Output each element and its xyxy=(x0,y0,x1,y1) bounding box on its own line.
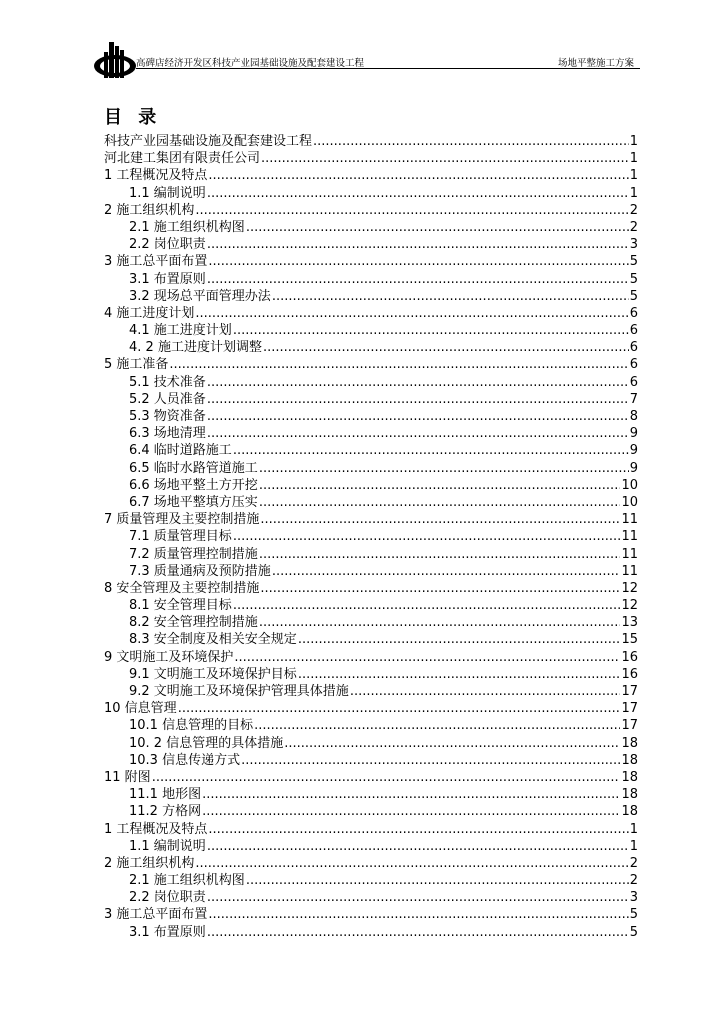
toc-page-number: 11 xyxy=(621,512,638,528)
toc-leader-dots xyxy=(259,494,621,511)
page-header xyxy=(92,40,640,80)
toc-leader-dots xyxy=(233,322,629,339)
toc-page-number: 1 xyxy=(629,838,638,854)
toc-entry[interactable] xyxy=(104,305,638,322)
toc-entry[interactable] xyxy=(104,408,638,425)
toc-page-number: 1 xyxy=(629,151,638,167)
toc-page-number: 3 xyxy=(629,890,638,906)
toc-entry-text: 7.2 质量管理控制措施 xyxy=(129,546,258,562)
toc-leader-dots xyxy=(207,271,629,288)
toc-page-number: 10 xyxy=(621,477,638,493)
toc-entry-text: 6.3 场地清理 xyxy=(129,426,206,442)
toc-page-number: 1 xyxy=(629,134,638,149)
toc-page-number: 5 xyxy=(629,288,638,304)
toc-entry[interactable] xyxy=(104,167,638,184)
toc-entry-text: 2 施工组织机构 xyxy=(104,202,195,218)
toc-page-number: 9 xyxy=(629,426,638,442)
toc-leader-dots xyxy=(261,150,629,167)
toc-entry-text: 5.2 人员准备 xyxy=(129,391,206,407)
toc-leader-dots xyxy=(207,889,629,906)
toc-entry[interactable] xyxy=(104,631,638,648)
toc-page-number: 13 xyxy=(621,615,638,631)
toc-entry-text: 8.3 安全制度及相关安全规定 xyxy=(129,632,297,648)
toc-entry[interactable] xyxy=(104,356,638,373)
toc-entry[interactable] xyxy=(104,769,638,786)
toc-entry-text: 7 质量管理及主要控制措施 xyxy=(104,512,260,528)
toc-page-number: 1 xyxy=(629,185,638,201)
toc-page-number: 6 xyxy=(629,323,638,339)
toc-entry-text: 8.2 安全管理控制措施 xyxy=(129,615,258,631)
toc-leader-dots xyxy=(202,803,620,820)
toc-entry[interactable] xyxy=(104,889,638,906)
toc-page-number: 5 xyxy=(629,924,638,940)
company-logo-icon xyxy=(92,40,138,80)
toc-entry-text: 3 施工总平面布置 xyxy=(104,907,208,923)
toc-leader-dots xyxy=(195,855,628,872)
toc-page-number: 17 xyxy=(621,684,638,699)
toc-entry-text: 7.3 质量通病及预防措施 xyxy=(129,563,271,579)
toc-leader-dots xyxy=(178,700,621,717)
toc-page-number: 6 xyxy=(629,340,638,356)
toc-leader-dots xyxy=(259,460,629,477)
toc-entry[interactable] xyxy=(104,236,638,253)
toc-entry[interactable] xyxy=(104,219,638,236)
toc-leader-dots xyxy=(207,425,629,442)
toc-entry-text: 4. 2 施工进度计划调整 xyxy=(129,340,262,356)
toc-entry[interactable] xyxy=(104,511,638,528)
toc-entry[interactable] xyxy=(104,649,638,666)
toc-leader-dots xyxy=(207,838,629,855)
toc-page-number: 7 xyxy=(629,391,638,407)
toc-leader-dots xyxy=(208,821,628,838)
toc-page-number: 2 xyxy=(629,855,638,871)
toc-page-number: 17 xyxy=(621,718,638,734)
toc-entry-text: 11 附图 xyxy=(104,769,151,785)
toc-entry[interactable] xyxy=(104,391,638,408)
toc-entry[interactable] xyxy=(104,906,638,923)
toc-leader-dots xyxy=(246,872,629,889)
toc-leader-dots xyxy=(298,666,621,683)
toc-entry-text: 6.4 临时道路施工 xyxy=(129,443,232,459)
toc-leader-dots xyxy=(207,236,629,253)
toc-entry-text: 11.2 方格网 xyxy=(129,804,202,820)
header-project-name: 高碑店经济开发区科技产业园基础设施及配套建设工程 xyxy=(136,58,365,69)
toc-entry[interactable] xyxy=(104,717,638,734)
toc-leader-dots xyxy=(272,563,621,580)
toc-leader-dots xyxy=(202,786,620,803)
toc-entry-text: 3.1 布置原则 xyxy=(129,271,206,287)
toc-entry-text: 3.2 现场总平面管理办法 xyxy=(129,288,271,304)
toc-entry-text: 10. 2 信息管理的具体措施 xyxy=(129,735,284,751)
toc-page-number: 18 xyxy=(621,735,638,751)
toc-page-number: 10 xyxy=(621,494,638,510)
toc-leader-dots xyxy=(207,391,629,408)
toc-page-number: 16 xyxy=(621,666,638,682)
toc-page-number: 11 xyxy=(621,563,638,579)
toc-page-number: 12 xyxy=(621,598,638,614)
toc-entry[interactable] xyxy=(104,924,638,941)
toc-entry[interactable] xyxy=(104,253,638,270)
toc-leader-dots xyxy=(195,202,628,219)
toc-leader-dots xyxy=(254,717,620,734)
toc-entry[interactable] xyxy=(104,271,638,288)
toc-leader-dots xyxy=(169,356,628,373)
toc-entry-text: 1.1 编制说明 xyxy=(129,185,206,201)
toc-page-number: 18 xyxy=(621,787,638,803)
toc-leader-dots xyxy=(233,597,621,614)
toc-entry[interactable] xyxy=(104,288,638,305)
toc-leader-dots xyxy=(259,477,621,494)
toc-entry-text: 5.1 技术准备 xyxy=(129,374,206,390)
toc-entry-text: 7.1 质量管理目标 xyxy=(129,529,232,545)
toc-entry-text: 2.2 岗位职责 xyxy=(129,890,206,906)
toc-leader-dots xyxy=(241,752,620,769)
toc-entry-text: 9.1 文明施工及环境保护目标 xyxy=(129,666,297,682)
toc-entry-text: 2.1 施工组织机构图 xyxy=(129,219,245,235)
toc-entry-text: 3 施工总平面布置 xyxy=(104,254,208,270)
toc-leader-dots xyxy=(207,374,629,391)
toc-leader-dots xyxy=(234,649,620,666)
toc-page-number: 1 xyxy=(629,821,638,837)
toc-entry[interactable] xyxy=(104,752,638,769)
toc-entry[interactable] xyxy=(104,460,638,477)
toc-leader-dots xyxy=(208,167,628,184)
toc-page-number: 11 xyxy=(621,529,638,545)
toc-entry-text: 5 施工准备 xyxy=(104,357,169,373)
toc-entry-text: 1 工程概况及特点 xyxy=(104,821,208,837)
toc-leader-dots xyxy=(208,906,628,923)
toc-entry[interactable] xyxy=(104,185,638,202)
toc-page-number: 3 xyxy=(629,237,638,253)
toc-leader-dots xyxy=(233,528,621,545)
toc-entry-text: 10.1 信息管理的目标 xyxy=(129,718,254,734)
toc-entry[interactable] xyxy=(104,546,638,563)
toc-entry-text: 5.3 物资准备 xyxy=(129,409,206,424)
toc-entry[interactable] xyxy=(104,700,638,717)
toc-entry[interactable] xyxy=(104,133,638,150)
toc-page-number: 6 xyxy=(629,374,638,390)
toc-leader-dots xyxy=(313,133,629,150)
toc-entry-text: 1.1 编制说明 xyxy=(129,838,206,854)
toc-leader-dots xyxy=(260,580,620,597)
toc-page-number: 2 xyxy=(629,202,638,218)
toc-leader-dots xyxy=(152,769,621,786)
toc-page-number: 5 xyxy=(629,254,638,270)
toc-entry[interactable] xyxy=(104,872,638,889)
toc-entry-text: 3.1 布置原则 xyxy=(129,924,206,940)
toc-page-number: 16 xyxy=(621,649,638,665)
toc-page-number: 9 xyxy=(629,443,638,459)
toc-page-number: 18 xyxy=(621,752,638,768)
toc-leader-dots xyxy=(246,219,629,236)
toc-entry-text: 2.2 岗位职责 xyxy=(129,237,206,253)
toc-page-number: 6 xyxy=(629,305,638,321)
toc-page-number: 5 xyxy=(629,907,638,923)
toc-leader-dots xyxy=(263,339,629,356)
toc-entry-text: 9 文明施工及环境保护 xyxy=(104,649,234,665)
toc-leader-dots xyxy=(284,735,620,752)
toc-entry[interactable] xyxy=(104,425,638,442)
toc-leader-dots xyxy=(207,185,629,202)
toc-entry[interactable] xyxy=(104,803,638,820)
toc-entry-text: 10 信息管理 xyxy=(104,701,177,717)
toc-entry-text: 10.3 信息传递方式 xyxy=(129,752,241,768)
toc-leader-dots xyxy=(259,614,621,631)
toc-page-number: 6 xyxy=(629,357,638,373)
toc-entry[interactable] xyxy=(104,150,638,167)
toc-entry[interactable] xyxy=(104,494,638,511)
toc-title: 目 录 xyxy=(104,107,162,128)
toc-entry-text: 4 施工进度计划 xyxy=(104,305,195,321)
toc-entry[interactable] xyxy=(104,614,638,631)
toc-entry[interactable] xyxy=(104,528,638,545)
toc-entry[interactable] xyxy=(104,477,638,494)
header-rule xyxy=(136,68,640,69)
toc-page-number: 9 xyxy=(629,460,638,476)
toc-leader-dots xyxy=(195,305,628,322)
toc-leader-dots xyxy=(350,683,621,700)
toc-entry[interactable] xyxy=(104,597,638,614)
toc-leader-dots xyxy=(207,408,629,425)
toc-entry[interactable] xyxy=(104,786,638,803)
toc-entry-text: 6.6 场地平整土方开挖 xyxy=(129,477,258,493)
toc-page-number: 2 xyxy=(629,873,638,889)
toc-entry[interactable] xyxy=(104,666,638,683)
toc-entry[interactable] xyxy=(104,838,638,855)
toc-entry-text: 8 安全管理及主要控制措施 xyxy=(104,580,260,596)
toc-leader-dots xyxy=(233,442,629,459)
toc-page-number: 5 xyxy=(629,271,638,287)
toc-page-number: 15 xyxy=(621,632,638,648)
toc-leader-dots xyxy=(272,288,629,305)
toc-entry-text: 2 施工组织机构 xyxy=(104,855,195,871)
toc-entry[interactable] xyxy=(104,855,638,872)
toc-page-number: 17 xyxy=(621,701,638,717)
toc-entry[interactable] xyxy=(104,322,638,339)
toc-entry[interactable] xyxy=(104,442,638,459)
toc-entry-text: 9.2 文明施工及环境保护管理具体措施 xyxy=(129,684,349,699)
toc-entry-text: 1 工程概况及特点 xyxy=(104,168,208,184)
toc-page-number: 12 xyxy=(621,580,638,596)
table-of-contents xyxy=(104,133,638,941)
toc-page-number: 8 xyxy=(629,409,638,424)
toc-page-number: 1 xyxy=(629,168,638,184)
toc-entry-text: 6.5 临时水路管道施工 xyxy=(129,460,258,476)
toc-entry-text: 河北建工集团有限责任公司 xyxy=(104,151,261,167)
toc-entry-text: 6.7 场地平整填方压实 xyxy=(129,494,258,510)
toc-entry-text: 科技产业园基础设施及配套建设工程 xyxy=(104,134,313,149)
toc-leader-dots xyxy=(260,511,620,528)
toc-page-number: 11 xyxy=(621,546,638,562)
toc-page-number: 2 xyxy=(629,219,638,235)
toc-entry[interactable] xyxy=(104,821,638,838)
toc-entry[interactable] xyxy=(104,202,638,219)
toc-entry-text: 8.1 安全管理目标 xyxy=(129,598,232,614)
toc-entry-text: 11.1 地形图 xyxy=(129,787,202,803)
toc-entry[interactable] xyxy=(104,563,638,580)
toc-leader-dots xyxy=(259,546,621,563)
toc-entry-text: 4.1 施工进度计划 xyxy=(129,323,232,339)
toc-page-number: 18 xyxy=(621,769,638,785)
toc-entry-text: 2.1 施工组织机构图 xyxy=(129,873,245,889)
header-doc-title: 场地平整施工方案 xyxy=(557,58,634,69)
toc-leader-dots xyxy=(298,631,621,648)
toc-leader-dots xyxy=(208,253,628,270)
toc-entry[interactable] xyxy=(104,339,638,356)
toc-entry[interactable] xyxy=(104,735,638,752)
toc-entry[interactable] xyxy=(104,580,638,597)
toc-page-number: 18 xyxy=(621,804,638,820)
toc-leader-dots xyxy=(207,924,629,941)
toc-entry[interactable] xyxy=(104,683,638,700)
toc-entry[interactable] xyxy=(104,374,638,391)
